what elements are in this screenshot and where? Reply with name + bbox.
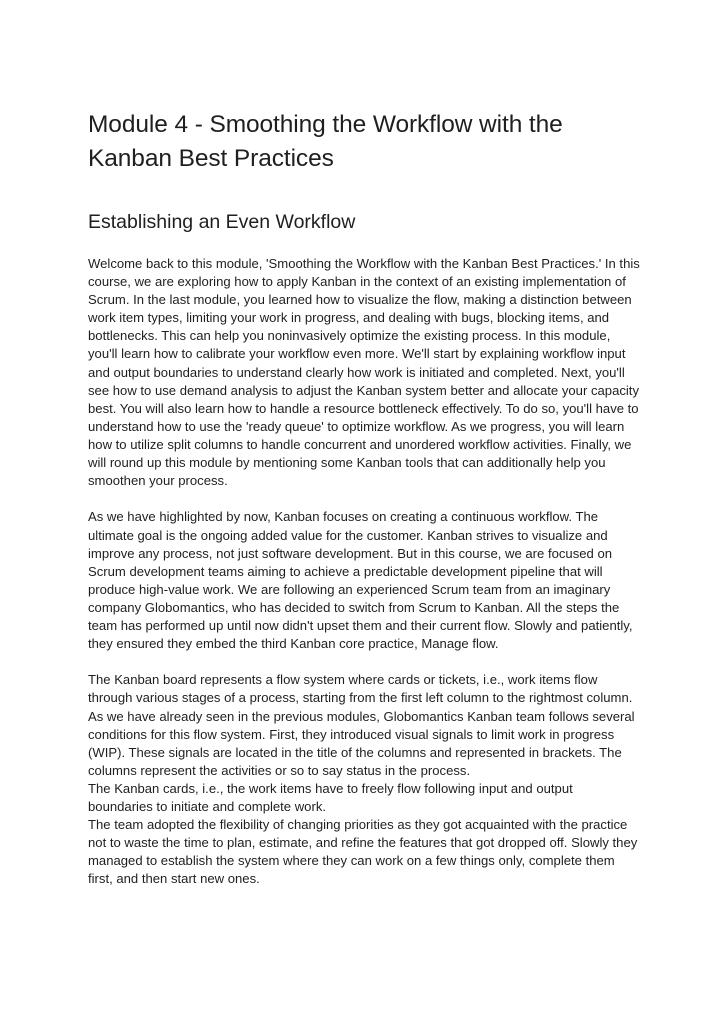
document-page: [88, 108, 640, 888]
section-heading: Establishing an Even Workflow: [88, 211, 356, 233]
paragraph-kanban-cards: The Kanban cards, i.e., the work items have to freely flow following input and output boundaries to initiate and complete work.: [88, 780, 573, 814]
paragraph-continuous-workflow: As we have highlighted by now, Kanban focuses on creating a continuous workflow. The ultimate goal is the ongoing added value for the customer. Kanban strives to visualize and improve any process, not just software development. But in this course, we are focused on Scrum development teams aiming to achieve a predictable development pipeline that will produce high-value work. We are following an experienced Scrum team from an imaginary company Globomantics, who has decided to switch from Scrum to Kanban. All the steps the team has performed up until now didn't upset them and their current flow. Slowly and patiently, they ensured they embed the third Kanban core practice, Manage flow.: [88, 509, 633, 652]
paragraph-priorities: The team adopted the flexibility of changing priorities as they got acquainted with the practice not to waste the time to plan, estimate, and refine the features that got dropped off. Slowly they managed to establish the system where they can work on a few things only, complete them first, and then start new ones.: [88, 817, 638, 887]
paragraph-flow-conditions: As we have already seen in the previous modules, Globomantics Kanban team follows several conditions for this flow system. First, they introduced visual signals to limit work in progress (WIP). These signals are located in the title of the columns and represented in brackets. The columns represent the activities or so to say status in the process.: [88, 708, 635, 778]
document-body: [88, 255, 640, 888]
page-title: Module 4 - Smoothing the Workflow with the Kanban Best Practices: [88, 111, 563, 172]
paragraph-intro: Welcome back to this module, 'Smoothing the Workflow with the Kanban Best Practices.' In this course, we are exploring how to apply Kanban in the context of an existing implementation of Scrum. In the last module, you learned how to visualize the flow, making a distinction between work item types, limiting your work in progress, and dealing with bugs, blocking items, and bottlenecks. This can help you noninvasively optimize the existing process. In this module, you'll learn how to calibrate your workflow even more. We'll start by explaining workflow input and output boundaries to understand clearly how work is initiated and completed. Next, you'll see how to use demand analysis to adjust the Kanban system better and allocate your capacity best. You will also learn how to handle a resource bottleneck effectively. To do so, you'll have to understand how to use the 'ready queue' to optimize workflow. As we progress, you will learn how to utilize split columns to handle concurrent and unordered workflow activities. Finally, we will round up this module by mentioning some Kanban tools that can additionally help you smoothen your process.: [88, 256, 640, 489]
paragraph-kanban-board: The Kanban board represents a flow system where cards or tickets, i.e., work items flow through various stages of a process, starting from the first left column to the rightmost column.: [88, 672, 633, 706]
